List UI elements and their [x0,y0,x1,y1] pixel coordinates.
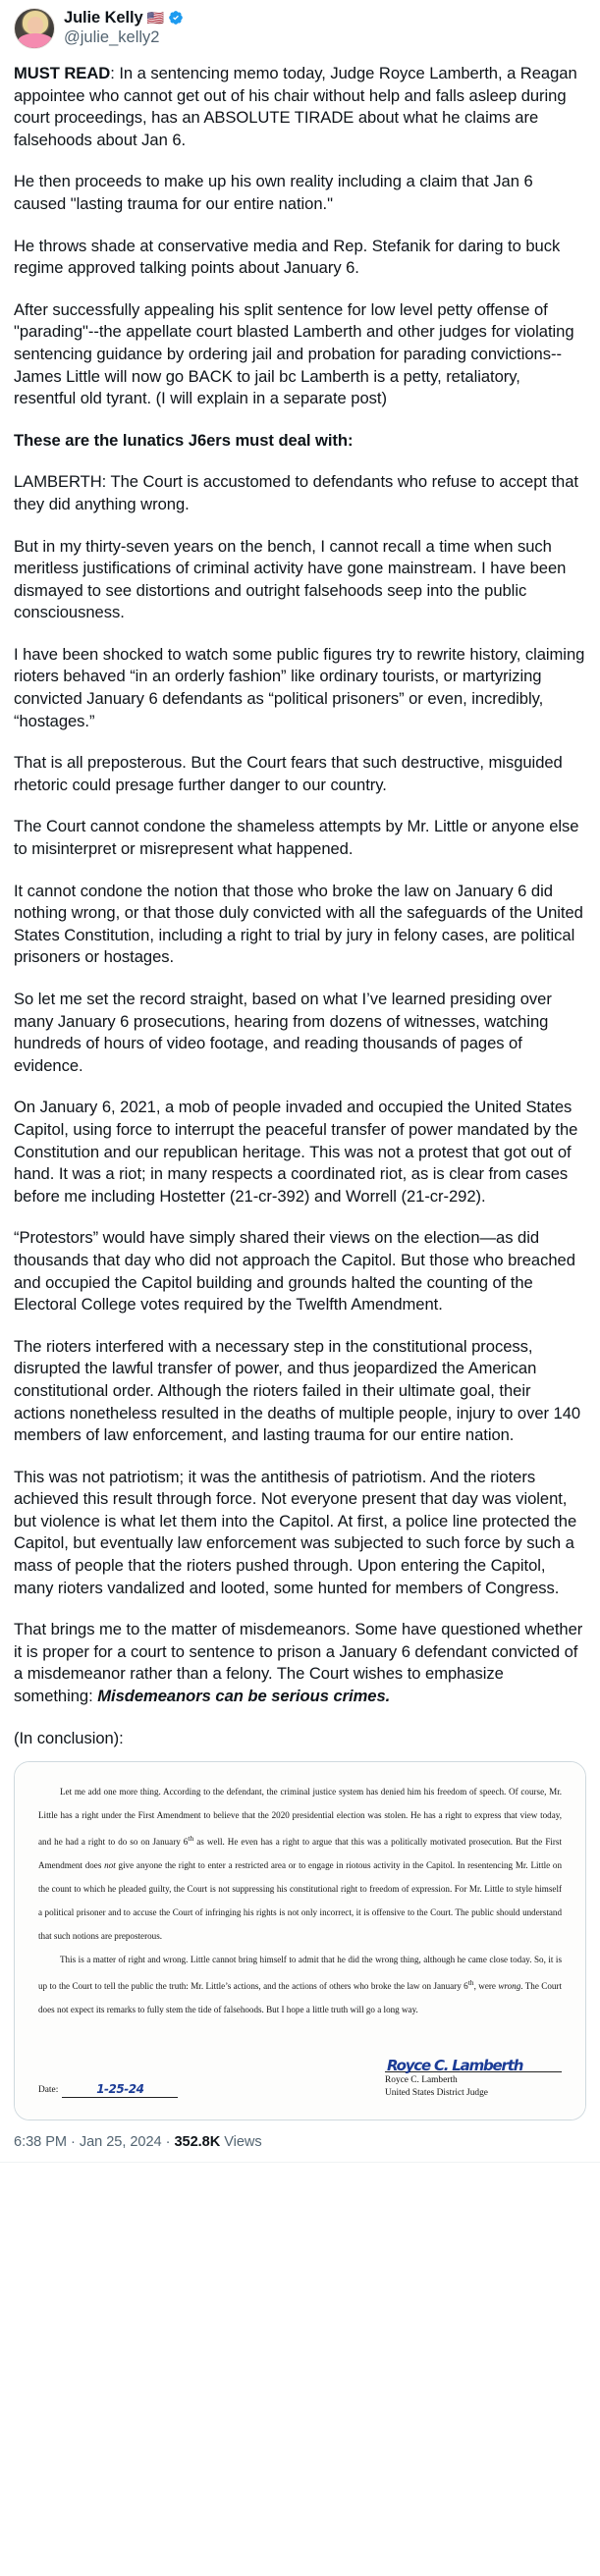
footer-separator: · [67,2134,80,2151]
tweet-paragraph: That is all preposterous. But the Court fears that such destructive, misguided rhetoric could presage further danger to our country. [14,753,563,794]
us-flag-icon: 🇺🇸 [146,10,164,27]
date-value: 1-25-24 [62,2083,178,2098]
doc-p2-part-a: This is a matter of right and wrong. Little cannot bring himself to admit that he did the wrong thing, although he came close today. So, it is up to the Court to tell the public the truth: Mr. Little’s actions, and the actions of others who broke the law on January 6 [38,1955,562,1992]
must-read-label: MUST READ [14,64,111,82]
emphasis-misdemeanors: Misdemeanors can be serious crimes. [97,1687,391,1706]
tweet-paragraph: On January 6, 2021, a mob of people invaded and occupied the United States Capitol, using force to interrupt the peaceful transfer of power mandated by the Constitution and our republican heritage. This was not a protest that got out of hand. It was a riot; in many respects a coordinated riot, as is clear from cases before me including Hostetter (21-cr-392) and Worrell (21-cr-292). [14,1098,578,1206]
author-display-name[interactable]: Julie Kelly [64,9,143,27]
document-paragraph-2 [38,1948,562,2021]
tweet-paragraph: He throws shade at conservative media and Rep. Stefanik for daring to buck regime approved talking points about January 6. [14,236,561,278]
author-handle[interactable]: @julie_kelly2 [64,27,160,46]
tweet-text [14,59,586,1749]
views-count: 352.8K [174,2134,221,2151]
tweet-paragraph: “Protestors” would have simply shared their views on the election—as did thousands that day who did not approach the Capitol. But those who breached and occupied the Capitol building and grounds halted the counting of the Electoral College votes required by the Twelfth Amendment. [14,1228,575,1315]
author-name-row [64,9,184,27]
tweet-time: 6:38 PM [14,2134,67,2151]
doc-p1-part-a: Let me add one more thing. According to the defendant, the criminal justice system has denied him his freedom of speech. Of course, Mr. Little has a right under the First Amendment to believe that the 2020 presidential election was stolen. He has a right to express that view today, and he had a right to do so on January 6 [38,1787,562,1848]
avatar[interactable] [14,8,55,49]
tweet-paragraph: The rioters interfered with a necessary step in the constitutional process, disrupted the lawful transfer of power, and thus jeopardized the American constitutional order. Although the rioters failed in their ultimate goal, their actions nonetheless resulted in the deaths of multiple people, injury to over 140 members of law enforcement, and lasting trauma for our entire nation. [14,1336,581,1445]
document-date-block [38,2083,178,2100]
tweet-paragraph [14,63,586,151]
tweet-paragraph: It cannot condone the notion that those who broke the law on January 6 did nothing wrong, or that those duly convicted with all the safeguards of the United States Constitution, including a right to trial by jury in felony cases, are political prisoners or hostages. [14,881,583,967]
avatar-face [27,17,43,33]
author-info [64,8,184,48]
avatar-shirt [18,33,53,49]
footer-separator: · [161,2134,175,2151]
signature-line [385,2047,562,2075]
tweet-footer [14,2120,586,2162]
tweet-paragraph: LAMBERTH: The Court is accustomed to defendants who refuse to accept that they did anything wrong. [14,472,578,513]
tweet-paragraph: But in my thirty-seven years on the bench, I cannot recall a time when such meritless justifications of criminal activity have gone mainstream. I have been dismayed to see distortions and outright falsehoods seep into the public consciousness. [14,536,567,622]
footer-divider [0,2162,600,2163]
tweet-header [14,6,586,59]
doc-italic-not: not [104,1860,116,1871]
doc-italic-wrong: wrong [498,1981,521,1992]
signer-title: United States District Judge [385,2088,488,2099]
views-label: Views [220,2134,262,2151]
tweet-paragraph: After successfully appealing his split sentence for low level petty offense of "parading"--the appellate court blasted Lamberth and other judges for violating sentencing guidance by ordering jail and probation for parading convictions--James Little will now go BACK to jail bc Lamberth is a petty, retaliatory, resentful old tyrant. (I will explain in a separate post) [14,299,574,408]
doc-superscript-th: th [188,1834,194,1844]
verified-badge-icon [168,10,184,26]
paragraph-text: That brings me to the matter of misdemeanors. Some have questioned whether it is proper for a court to sentence to prison a January 6 defendant convicted of a misdemeanor rather than a felony. The Court wishes to emphasize something: [14,1620,583,1706]
paragraph-text: : In a sentencing memo today, Judge Royce Lamberth, a Reagan appointee who cannot get out of his chair without help and falls asleep during court proceedings, has an ABSOLUTE TIRADE about what he claims are falsehoods about Jan 6. [14,64,577,149]
embedded-document-card[interactable] [14,1761,586,2120]
handwritten-signature-icon: Royce C. Lamberth [387,2057,523,2075]
tweet-paragraph-heading: These are the lunatics J6ers must deal with: [14,430,354,450]
tweet-paragraph: So let me set the record straight, based on what I’ve learned presiding over many January 6 prosecutions, hearing from dozens of witnesses, watching hundreds of hours of video footage, and reading thousands of pages of evidence. [14,990,552,1075]
judge-signature-block [385,2047,562,2100]
doc-p1-part-c: give anyone the right to enter a restricted area or to engage in riotous activity in the Capitol. In resentencing Mr. Little on the count to which he pleaded guilty, the Court is not suppressing his constitutional right to freedom of expression. For Mr. Little to style himself a political prisoner and to accuse the Court of infringing his rights is not only incorrect, it is offensive to the Court. The public should understand that such notions are preposterous. [38,1860,563,1942]
document-paragraph-1 [38,1780,562,1948]
doc-p2-part-c: . The Court does not expect its remarks to fully stem the tide of falsehoods. But I hope a little truth will go a long way. [38,1981,562,2015]
court-document-page [15,1762,585,2120]
tweet-paragraph: He then proceeds to make up his own reality including a claim that Jan 6 caused "lasting trauma for our entire nation." [14,172,533,213]
doc-p1-part-b: as well. He even has a right to argue that this was a politically motivated prosecution. But the First Amendment does [38,1837,562,1871]
document-signature-area [38,2047,562,2100]
tweet-paragraph [14,1619,586,1707]
tweet-paragraph-conclusion: (In conclusion): [14,1728,124,1747]
tweet-paragraph: The Court cannot condone the shameless attempts by Mr. Little or anyone else to misinterpret or misrepresent what happened. [14,817,579,859]
doc-p2-part-b: , were [473,1981,499,1992]
date-label: Date: [38,2085,59,2096]
tweet-paragraph: I have been shocked to watch some public figures try to rewrite history, claiming rioters behaved “in an orderly fashion” like ordinary tourists, or martyrizing convicted January 6 defendants as “political prisoners” or even, incredibly, “hostages.” [14,644,585,730]
signer-name: Royce C. Lamberth [385,2075,458,2086]
tweet-date: Jan 25, 2024 [79,2134,162,2151]
tweet-paragraph: This was not patriotism; it was the antithesis of patriotism. And the rioters achieved this result through force. Not everyone present that day was violent, but violence is what let them into the Capitol. At first, a police line protected the Capitol, but eventually law enforcement was subjected to such force by such a mass of people that the rioters pushed through. Upon entering the Capitol, many rioters vandalized and looted, some hunted for members of Congress. [14,1467,577,1597]
doc-superscript-th: th [467,1978,474,1988]
